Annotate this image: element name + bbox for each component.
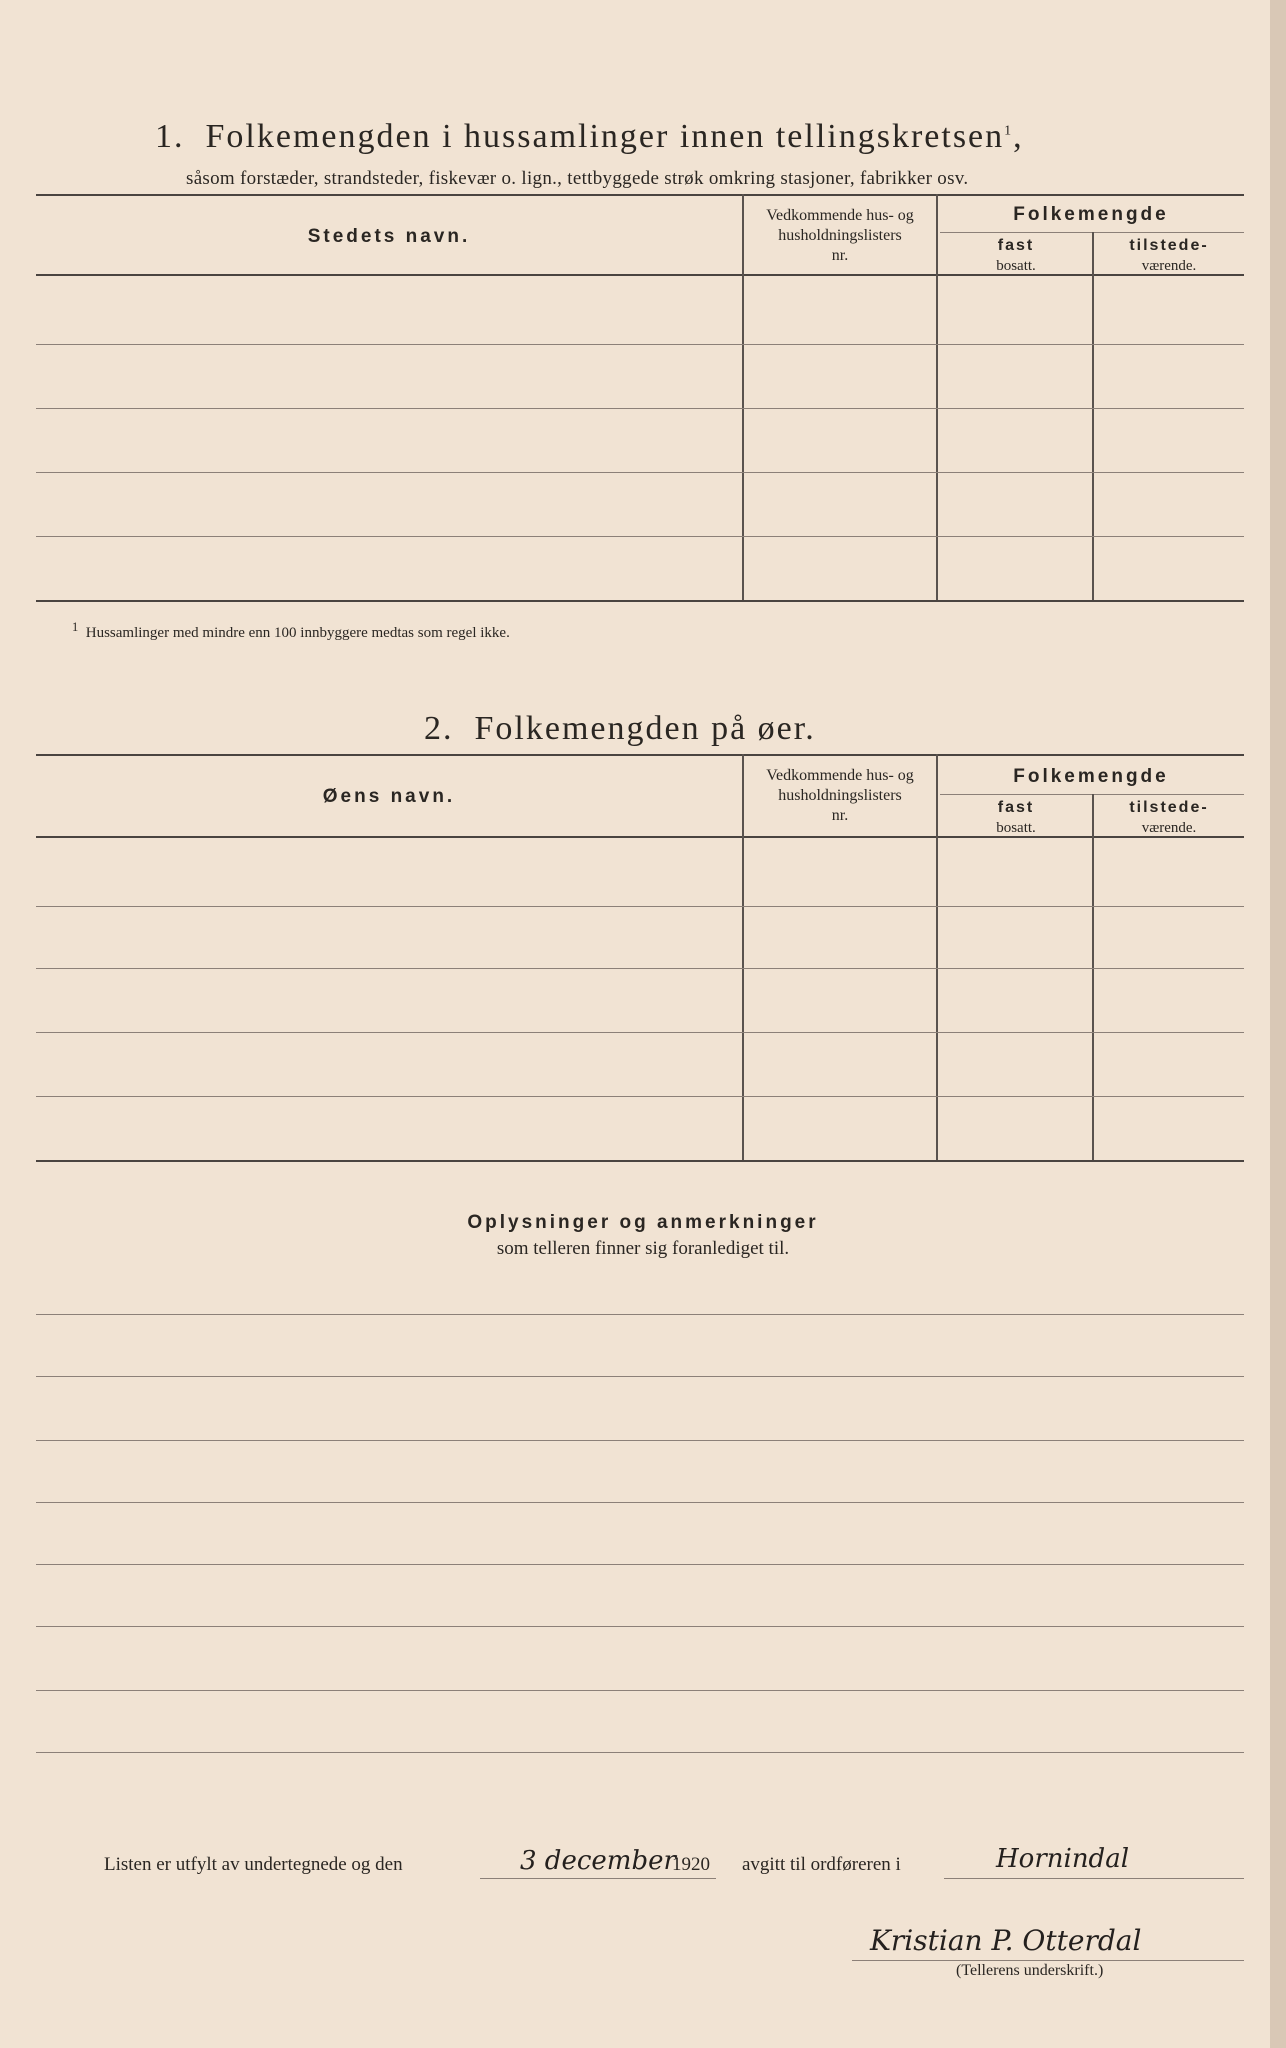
signature-caption: (Tellerens underskrift.) bbox=[956, 1962, 1104, 1979]
section2-col-name: Øens navn. bbox=[322, 786, 456, 807]
page-edge bbox=[1270, 0, 1286, 2048]
notes-line bbox=[36, 1564, 1244, 1565]
handwritten-signature: Kristian P. Otterdal bbox=[870, 1924, 1142, 1957]
section2-number: 2. bbox=[424, 710, 454, 747]
section1-title-tail: , bbox=[1013, 118, 1024, 155]
col-tilst-sub: værende. bbox=[1141, 258, 1197, 274]
section1-col-fast bbox=[940, 236, 1092, 276]
section1-row-rule bbox=[36, 536, 1244, 537]
section2-row-rule bbox=[36, 906, 1244, 907]
section2-bottom-rule bbox=[36, 1160, 1244, 1162]
section1-col-folk: Folkemengde bbox=[1013, 204, 1169, 225]
col-tilst-label: tilstede- bbox=[1129, 799, 1209, 816]
section1-vline bbox=[1092, 232, 1094, 600]
section2-table-top-rule bbox=[36, 754, 1244, 756]
signature-year: 1920 bbox=[672, 1854, 710, 1875]
section2-header-rule bbox=[36, 836, 1244, 838]
col-list-line: husholdningslisters bbox=[778, 787, 902, 804]
section1-col-tilst bbox=[1094, 236, 1244, 276]
col-list-line: nr. bbox=[831, 807, 849, 824]
col-fast-sub: bosatt. bbox=[996, 258, 1036, 274]
section1-heading bbox=[155, 118, 1024, 156]
footnote-text: Hussamlinger med mindre enn 100 innbyggere medtas som regel ikke. bbox=[85, 625, 510, 641]
section2-col-list bbox=[744, 766, 936, 826]
section1-table-top-rule bbox=[36, 194, 1244, 196]
notes-line bbox=[36, 1626, 1244, 1627]
section2-vline bbox=[936, 754, 938, 1162]
col-fast-label: fast bbox=[997, 799, 1035, 816]
signature-middle: avgitt til ordføreren i bbox=[742, 1854, 901, 1875]
footnote-mark: 1 bbox=[72, 620, 79, 634]
section1-row-rule bbox=[36, 472, 1244, 473]
handwritten-place: Hornindal bbox=[996, 1844, 1130, 1874]
section1-header-rule bbox=[36, 274, 1244, 276]
section2-row-rule bbox=[36, 968, 1244, 969]
col-fast-label: fast bbox=[997, 237, 1035, 254]
notes-subtitle: som telleren finner sig foranlediget til. bbox=[496, 1238, 790, 1259]
signature-prefix: Listen er utfylt av undertegnede og den bbox=[104, 1854, 403, 1875]
section2-vline bbox=[742, 754, 744, 1162]
notes-title: Oplysninger og anmerkninger bbox=[467, 1212, 819, 1233]
notes-line bbox=[36, 1690, 1244, 1691]
section1-bottom-rule bbox=[36, 600, 1244, 602]
section1-row-rule bbox=[36, 344, 1244, 345]
section2-col-folk: Folkemengde bbox=[1013, 766, 1169, 787]
section1-footnote bbox=[72, 620, 510, 642]
col-tilst-label: tilstede- bbox=[1129, 237, 1209, 254]
section1-vline bbox=[742, 194, 744, 600]
section2-heading bbox=[424, 710, 816, 748]
section2-vline bbox=[1092, 794, 1094, 1162]
section1-title-sup: 1 bbox=[1004, 123, 1014, 139]
col-list-line: Vedkommende hus- og bbox=[766, 207, 914, 224]
section2-row-rule bbox=[36, 1032, 1244, 1033]
notes-line bbox=[36, 1502, 1244, 1503]
handwritten-date: 3 december bbox=[520, 1846, 676, 1876]
notes-line bbox=[36, 1440, 1244, 1441]
section1-row-rule bbox=[36, 408, 1244, 409]
section1-vline bbox=[936, 194, 938, 600]
notes-line bbox=[36, 1752, 1244, 1753]
section1-col-list bbox=[744, 206, 936, 266]
col-tilst-sub: værende. bbox=[1141, 820, 1197, 836]
place-rule bbox=[944, 1878, 1244, 1879]
notes-line bbox=[36, 1314, 1244, 1315]
section2-row-rule bbox=[36, 1096, 1244, 1097]
col-fast-sub: bosatt. bbox=[996, 820, 1036, 836]
section2-title: Folkemengden på øer. bbox=[474, 710, 816, 747]
section1-title: Folkemengden i hussamlinger innen tellingskretsen bbox=[205, 118, 1005, 155]
signature-rule bbox=[852, 1960, 1244, 1961]
section1-col-name: Stedets navn. bbox=[307, 226, 471, 247]
col-list-line: Vedkommende hus- og bbox=[766, 767, 914, 784]
section1-number: 1. bbox=[155, 118, 185, 155]
notes-line bbox=[36, 1376, 1244, 1377]
col-list-line: husholdningslisters bbox=[778, 227, 902, 244]
section2-col-tilst bbox=[1094, 798, 1244, 838]
date-rule bbox=[480, 1878, 716, 1879]
col-list-line: nr. bbox=[831, 247, 849, 264]
section1-subtitle: såsom forstæder, strandsteder, fiskevær o. lign., tettbyggede strøk omkring stasjoner, fabrikker osv. bbox=[186, 168, 969, 189]
section2-col-fast bbox=[940, 798, 1092, 838]
